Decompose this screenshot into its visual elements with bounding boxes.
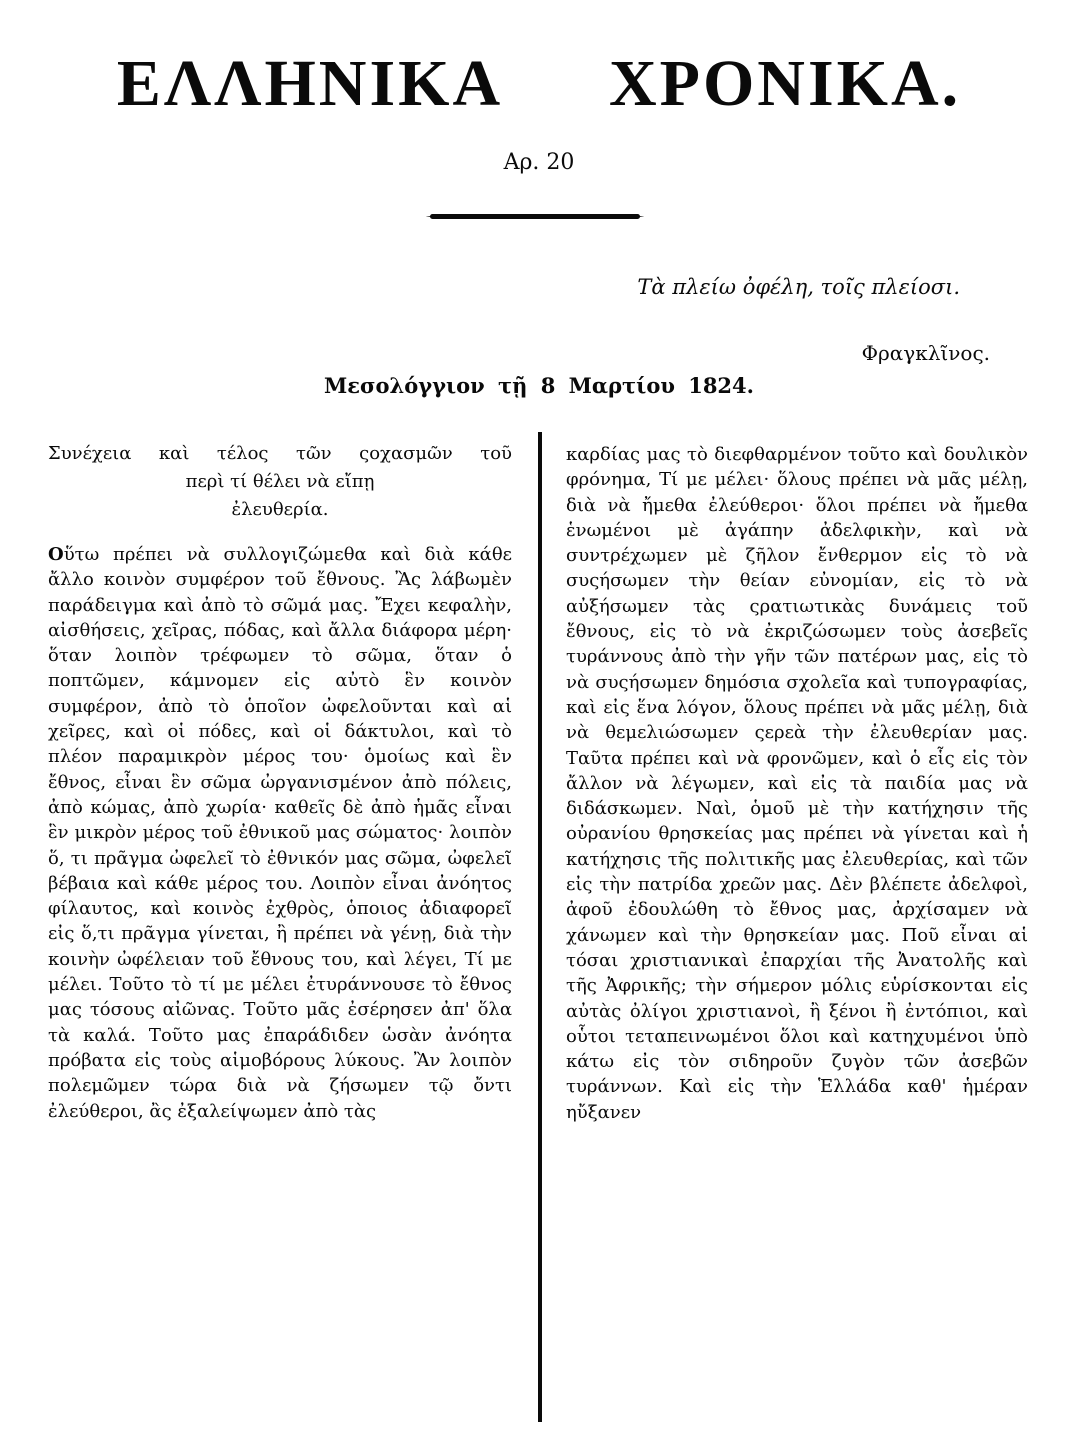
headline-line-1: Συνέχεια καὶ τέλος τῶν ςοχασμῶν τοῦ: [48, 443, 512, 464]
masthead-rule: [430, 214, 640, 219]
article-body-right: καρδίας μας τὸ διεφθαρμένον τοῦτο καὶ δουλικὸν φρόνημα, Τί με μέλει· ὅλους πρέπει νὰ μᾶς μέλῃ, διὰ νὰ ἤμεθα ἐλεύθεροι· ὅλοι πρέπει νὰ ἤμεθα ἑνωμένοι μὲ ἀγάπην ἀδελφικὴν, καὶ νὰ συντρέχωμεν μὲ ζῆλον ἔνθερμον εἰς τὸ νὰ συςήσωμεν τὴν θείαν εὐνομίαν, εἰς τὸ νὰ αὐξήσωμεν τὰς ςρατιωτικὰς δυνάμεις τοῦ ἔθνους, εἰς τὸ νὰ ἐκριζώσωμεν τοὺς ἀσεβεῖς τυράννους ἀπὸ τὴν γῆν τῶν πατέρων μας, εἰς τὸ νὰ συςήσωμεν δημόσια σχολεῖα καὶ τυπογραφίας, καὶ εἰς ἕνα λόγον, ὅλους πρέπει νὰ μᾶς μέλῃ, διὰ νὰ θεμελιώσωμεν ςερεὰ τὴν ἐλευθερίαν μας. Ταῦτα πρέπει καὶ νὰ φρονῶμεν, καὶ ὁ εἷς εἰς τὸν ἄλλον νὰ λέγωμεν, καὶ εἰς τὰ παιδία μας νὰ διδάσκωμεν. Ναὶ, ὁμοῦ μὲ τὴν κατήχησιν τῆς οὐρανίου θρησκείας μας πρέπει νὰ γίνεται καὶ ἡ κατήχησις τῆς πολιτικῆς μας ἐλευθερίας, καὶ τῶν εἰς τὴν πατρίδα χρεῶν μας. Δὲν βλέπετε ἀδελφοὶ, ἀφοῦ ἐδουλώθη τὸ ἔθνος μας, ἀρχίσαμεν νὰ χάνωμεν καὶ τὴν θρησκείαν μας. Ποῦ εἶναι αἱ τόσαι χριστιανικαὶ ἐπαρχίαι τῆς Ἀνατολῆς καὶ τῆς Ἀφρικῆς; τὴν σήμερον μόλις εὑρίσκονται εἰς αὐτὰς ὀλίγοι χριστιανοὶ, ἢ ξένοι ἢ ἐντόπιοι, καὶ οὗτοι τεταπεινωμένοι ὅλοι καὶ κατηχυμένοι ὑπὸ κάτω εἰς τὸν σιδηροῦν ζυγὸν τῶν ἀσεβῶν τυράννων. Καὶ εἰς τὴν Ἑλλάδα καθ' ἡμέραν ηὔξανεν: [566, 444, 1028, 1123]
left-column: [48, 430, 512, 1124]
column-divider: [538, 432, 542, 1422]
dateline: Μεσολόγγιον τῇ 8 Μαρτίου 1824.: [324, 373, 754, 398]
issue-number: Αρ. 20: [503, 150, 575, 175]
right-column: [566, 430, 1028, 1125]
epigraph-quote: Τὰ πλείω ὀφέλη, τοῖς πλείοσι.: [637, 275, 960, 299]
headline-line-3: ἐλευθερία.: [231, 499, 329, 520]
article-body-left: Οὕτω πρέπει νὰ συλλογιζώμεθα καὶ διὰ κάθε ἄλλο κοινὸν συμφέρον τοῦ ἔθνους. Ἂς λάβωμὲν παράδειγμα καὶ ἀπὸ τὸ σῶμά μας. Ἔχει κεφαλὴν, αἰσθήσεις, χεῖρας, πόδας, καὶ ἄλλα διάφορα μέρη· ὅταν λοιπὸν τρέφωμεν τὸ σῶμα, ὅταν ὁ ποπτῶμεν, κάμνομεν εἰς αὐτὸ ἓν κοινὸν συμφέρον, ἀπὸ τὸ ὁποῖον ὠφελοῦνται καὶ αἱ χεῖρες, καὶ οἱ πόδες, καὶ οἱ δάκτυλοι, καὶ τὸ πλέον παραμικρὸν μέρος του· ὁμοίως καὶ ἓν ἔθνος, εἶναι ἓν σῶμα ὠργανισμένον ἀπὸ πόλεις, ἀπὸ κώμας, ἀπὸ χωρία· καθεῖς δὲ ἀπὸ ἡμᾶς εἶναι ἓν μικρὸν μέρος τοῦ ἐθνικοῦ μας σώματος· λοιπὸν ὅ, τι πρᾶγμα ὠφελεῖ τὸ ἐθνικόν μας σῶμα, ὠφελεῖ βέβαια καὶ κάθε μέρος του. Λοιπὸν εἶναι ἀνόητος φίλαυτος, καὶ κοινὸς ἐχθρὸς, ὁποιος ἀδιαφορεῖ εἰς ὅ,τι πρᾶγμα γίνεται, ἢ πρέπει νὰ γένῃ, διὰ τὴν κοινὴν ὠφέλειαν τοῦ ἔθνους του, καὶ λέγει, Τί με μέλει. Τοῦτο τὸ τί με μέλει ἐτυράννουσε τὸ ἔθνος μας τόσους αἰῶνας. Τοῦτο μᾶς ἐσέρησεν ἀπ' ὅλα τὰ καλά. Τοῦτο μας ἐπαράδιδεν ὡσὰν ἀνόητα πρόβατα εἰς τοὺς αἱμοβόρους λύκους. Ἂν λοιπὸν πολεμῶμεν τώρα διὰ νὰ ζήσωμεν τῷ ὄντι ἐλεύθεροι, ἂς ἐξαλείψωμεν ἀπὸ τὰς: [48, 544, 512, 1122]
newspaper-title: ΕΛΛΗΝΙΚΑ ΧΡΟΝΙΚΑ.: [116, 47, 962, 120]
headline-line-2: περὶ τί θέλει νὰ εἴπῃ: [185, 471, 375, 492]
epigraph-author: Φραγκλῖνος.: [861, 341, 990, 365]
article-headline: [48, 440, 512, 524]
